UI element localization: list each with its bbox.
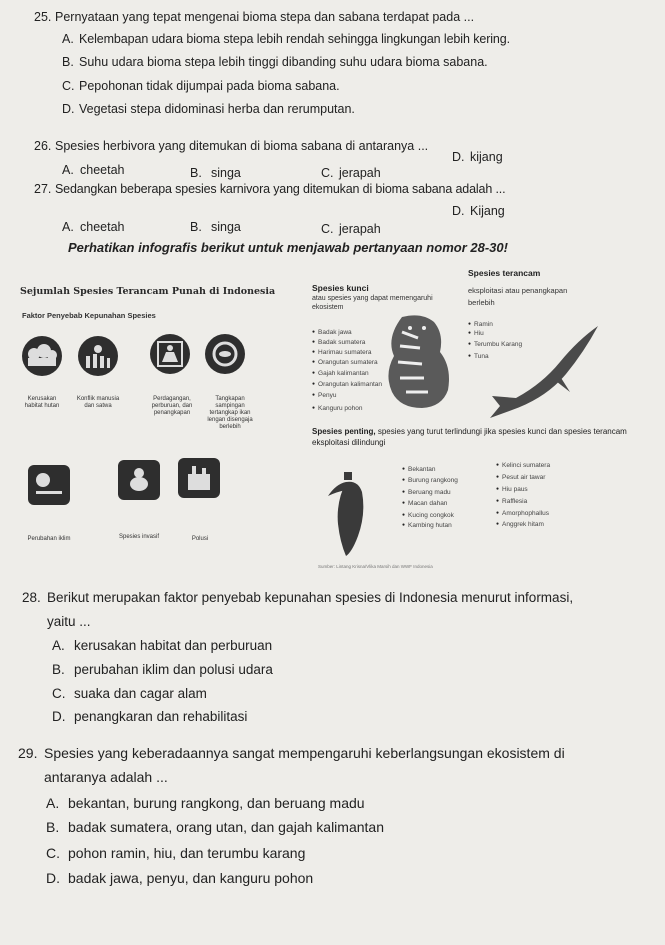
option-letter: C. [46,845,60,861]
question-stem: Pernyataan yang tepat mengenai bioma stepa dan sabana terdapat pada ... [55,10,475,24]
conflict-icon [78,336,118,376]
option-letter: C. [321,166,334,180]
factor-label: Konflik manusia dan satwa [76,396,120,409]
option-text: Pepohonan tidak dijumpai pada bioma sabana. [79,79,340,93]
keystone-item: ● Badak sumatera [312,339,365,346]
question-stem: Berikut merupakan faktor penyebab kepunahan spesies di Indonesia menurut informasi, [47,590,574,605]
option-text: cheetah [80,220,125,234]
pollution-icon [178,458,220,498]
option-letter: A. [62,220,74,234]
important-item: ● Anggrek hitam [496,521,544,528]
question-stem: Spesies yang keberadaannya sangat mempengaruhi keberlangsungan ekosistem di [44,745,565,761]
keystone-item: ● Badak jawa [312,329,352,336]
threatened-item: ● Tuna [468,353,489,360]
question-stem: Spesies herbivora yang ditemukan di bioma sabana di antaranya ... [55,139,429,153]
invasive-icon [118,460,160,500]
option-letter: B. [190,220,202,234]
important-item: ● Bekantan [402,466,436,473]
option-letter: B. [62,55,74,69]
important-item: ● Macan dahan [402,500,447,507]
option-letter: D. [62,102,75,116]
keystone-item: ● Harimau sumatera [312,349,372,356]
climate-icon [28,465,70,505]
keystone-item: ● Orangutan sumatera [312,359,378,366]
hunting-icon [150,334,190,374]
threatened-item: ● Terumbu Karang [468,341,522,348]
option-text: suaka dan cagar alam [74,686,207,701]
important-desc: spesies yang turut terlindungi jika spesies kunci dan spesies terancam eksploitasi dilindungi [312,427,627,447]
option-letter: A. [52,638,65,653]
keystone-item: ● Penyu [312,392,336,399]
option-text: jerapah [339,222,381,236]
option-letter: A. [62,32,74,46]
factor-label: Kerusakan habitat hutan [24,396,60,409]
tiger-icon [372,312,460,412]
important-item: ● Kucing congkok [402,512,454,519]
infographic-title: Sejumlah Spesies Terancam Punah di Indonesia [20,286,276,297]
keystone-item: ● Gajah kalimantan [312,370,369,377]
fish-net-icon [205,334,245,374]
option-letter: C. [52,686,66,701]
factor-label: Tangkapan sampingan tertangkap ikan lengan disengaja berlebih [207,396,253,430]
question-number: 29. [18,745,38,761]
option-text: kijang [470,150,503,164]
question-number: 27. [34,182,52,196]
question-stem: Sedangkan beberapa spesies karnivora yang ditemukan di bioma sabana adalah ... [55,182,506,196]
option-letter: C. [62,79,75,93]
forest-icon [22,336,62,376]
factor-label: Perubahan iklim [27,536,71,542]
factor-heading: Faktor Penyebab Kepunahan Spesies [22,311,156,320]
factor-label: Perdagangan, perburuan, dan penangkapan [151,396,193,416]
question-stem-cont: yaitu ... [47,614,91,629]
threatened-item: ● Hiu [468,330,484,337]
important-heading: Spesies penting, [312,427,376,436]
option-letter: B. [190,166,202,180]
option-letter: B. [52,662,65,677]
important-item: ● Rafflesia [496,498,527,505]
threatened-item: ● Ramin [468,321,493,328]
question-number: 28. [22,590,41,605]
important-item: ● Amorphophallus [496,510,549,517]
keystone-item: ● Kanguru pohon [312,405,363,412]
option-text: cheetah [80,163,125,177]
hornbill-icon [318,462,378,558]
instruction-text: Perhatikan infografis berikut untuk menjawab pertanyaan nomor 28-30! [68,240,508,255]
option-text: kerusakan habitat dan perburuan [74,638,273,653]
option-letter: A. [46,795,60,811]
option-text: badak jawa, penyu, dan kanguru pohon [68,870,314,886]
important-item: ● Hiu paus [496,486,528,493]
option-text: jerapah [339,166,381,180]
option-letter: D. [452,204,465,218]
option-text: Kijang [470,204,505,218]
option-letter: D. [452,150,465,164]
threatened-heading: Spesies terancam [468,268,541,278]
important-item: ● Beruang madu [402,489,451,496]
question-number: 25. [34,10,52,24]
option-letter: C. [321,222,334,236]
option-text: singa [211,220,241,234]
keystone-heading: Spesies kunci [312,283,369,293]
factor-label: Spesies invasif [118,534,160,540]
important-block [312,426,662,448]
option-text: badak sumatera, orang utan, dan gajah kalimantan [68,819,384,835]
option-text: Suhu udara bioma stepa lebih tinggi dibanding suhu udara bioma sabana. [79,55,488,69]
important-item: ● Burung rangkong [402,477,458,484]
infographic-source: Sumber: Lintang Krisna/Vlika Marsih dan WWF Indonesia [318,564,433,569]
option-text: perubahan iklim dan polusi udara [74,662,273,677]
option-text: singa [211,166,241,180]
option-text: bekantan, burung rangkong, dan beruang madu [68,795,365,811]
option-text: penangkaran dan rehabilitasi [74,709,248,724]
option-letter: D. [46,870,60,886]
factor-label: Polusi [191,536,209,542]
important-item: ● Kelinci sumatera [496,462,550,469]
option-text: Kelembapan udara bioma stepa lebih rendah sehingga lingkungan lebih kering. [79,32,511,46]
threatened-desc: eksploitasi atau penangkapan berlebih [468,286,568,307]
question-number: 26. [34,139,52,153]
important-item: ● Pesut air tawar [496,474,545,481]
question-stem-cont: antaranya adalah ... [44,769,168,785]
option-letter: D. [52,709,66,724]
option-text: Vegetasi stepa didominasi herba dan rerumputan. [79,102,355,116]
keystone-item: ● Orangutan kalimantan [312,381,382,388]
important-item: ● Kambing hutan [402,522,452,529]
option-letter: A. [62,163,74,177]
option-text: pohon ramin, hiu, dan terumbu karang [68,845,306,861]
shark-icon [486,322,606,422]
keystone-desc: atau spesies yang dapat memengaruhi ekosistem [312,295,433,311]
option-letter: B. [46,819,60,835]
